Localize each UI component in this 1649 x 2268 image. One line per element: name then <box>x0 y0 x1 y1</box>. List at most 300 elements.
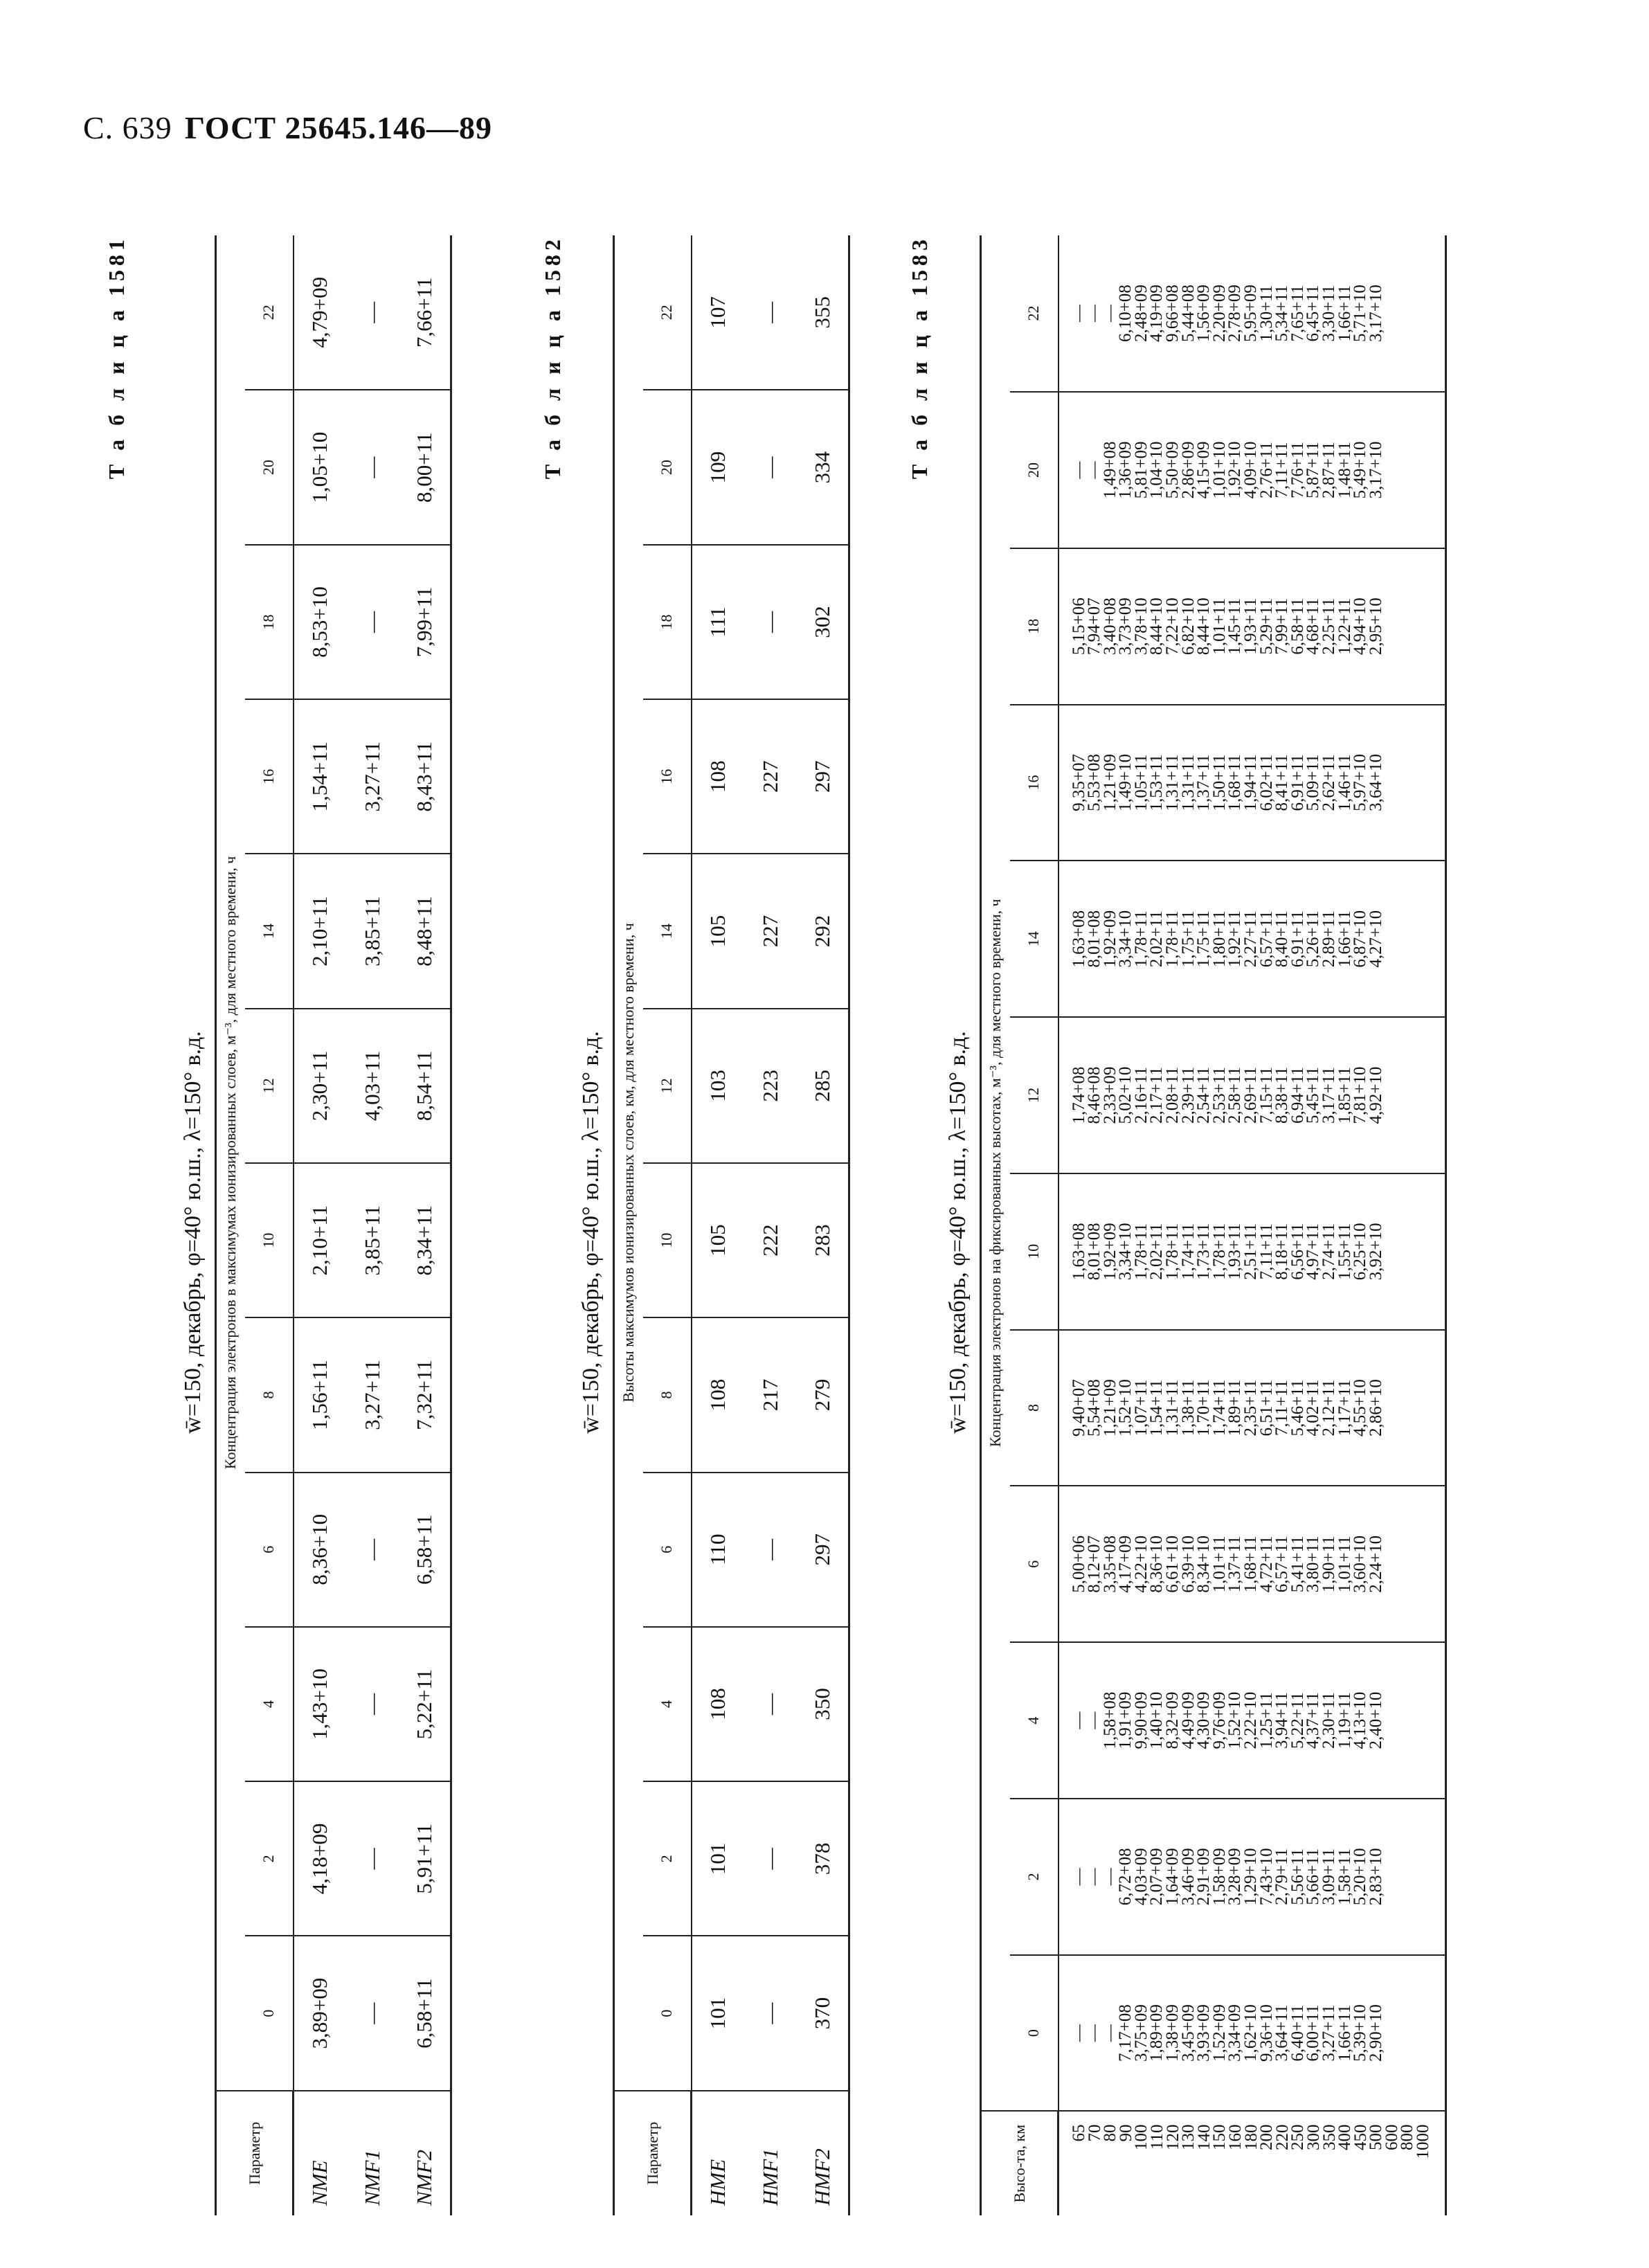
hour-head: 16 <box>643 699 692 854</box>
height-value: 600 <box>1382 2124 1401 2150</box>
value-cell: 2,17+11 <box>1147 1067 1166 1124</box>
value-cell: 5,46+11 <box>1288 1379 1307 1437</box>
value-cell: 1,48+11 <box>1335 441 1354 498</box>
value-cell <box>1384 1018 1400 1173</box>
value-cell: 5,81+09 <box>1131 441 1151 499</box>
value-cell: 7,11+11 <box>1272 1380 1292 1437</box>
value-cell: 9,66+08 <box>1163 285 1182 342</box>
value-cell: 1,22+11 <box>1335 597 1354 655</box>
value-cell: 297 <box>797 699 849 854</box>
value-cell: 1,74+11 <box>1178 1223 1198 1280</box>
height-value: 100 <box>1132 2124 1151 2150</box>
value-cell: 1,78+11 <box>1131 910 1151 968</box>
value-cell: 1,17+11 <box>1335 1379 1354 1437</box>
value-cell: 3,35+08 <box>1100 1535 1119 1593</box>
value-cell <box>1416 861 1432 1016</box>
value-cell: 4,92+10 <box>1366 1066 1385 1124</box>
hour-head: 16 <box>1010 705 1058 861</box>
value-cell: 6,40+11 <box>1288 2004 1307 2062</box>
value-cell: 1,37+11 <box>1225 1536 1245 1593</box>
value-cell: — <box>1069 461 1088 479</box>
value-cell: 2,12+11 <box>1319 1379 1338 1437</box>
value-cell: 1,64+09 <box>1163 1848 1182 1906</box>
value-cell: 2,91+09 <box>1194 1848 1214 1906</box>
value-cell <box>1400 393 1416 548</box>
value-cell: 7,32+11 <box>399 1317 451 1472</box>
value-cell: 3,27+11 <box>346 699 399 854</box>
hour-head: 14 <box>245 854 294 1008</box>
value-cell: 2,10+11 <box>294 854 346 1008</box>
value-cell: 8,44+10 <box>1194 597 1214 656</box>
value-cell: 1,38+11 <box>1178 1379 1198 1437</box>
hour-head: 8 <box>1010 1330 1058 1486</box>
value-cell <box>1384 1799 1400 1954</box>
value-cell: 2,22+10 <box>1241 1691 1261 1749</box>
value-cell: 334 <box>797 390 849 545</box>
value-cell: 1,54+11 <box>1147 1379 1166 1437</box>
param-name: NMF2 <box>411 2150 436 2206</box>
value-cell: 5,44+08 <box>1178 285 1198 342</box>
value-cell: 8,36+10 <box>294 1473 346 1627</box>
value-cell: 1,21+09 <box>1100 754 1119 811</box>
value-cell: — <box>346 1627 399 1781</box>
value-cell: 1,45+11 <box>1225 597 1245 655</box>
value-cell: 6,10+08 <box>1116 285 1135 342</box>
value-cell: — <box>1085 461 1104 479</box>
value-cell: 1,74+08 <box>1069 1066 1088 1124</box>
value-cell: 3,40+08 <box>1100 597 1119 656</box>
value-cell: 1,78+11 <box>1163 910 1182 968</box>
value-cell: 8,01+08 <box>1085 910 1104 968</box>
value-cell: 1,01+11 <box>1209 1536 1229 1593</box>
value-cell <box>1400 235 1416 391</box>
value-cell: 1,43+10 <box>294 1627 346 1781</box>
value-cell: 1,94+11 <box>1241 754 1261 811</box>
value-cell: 7,99+11 <box>399 545 451 699</box>
value-cell <box>1384 1174 1400 1329</box>
value-cell: 6,51+11 <box>1256 1379 1276 1437</box>
value-cell: 1,52+09 <box>1209 2004 1229 2062</box>
value-cell: 9,35+07 <box>1069 754 1088 811</box>
value-cell: 4,49+09 <box>1178 1691 1198 1749</box>
hour-head: 2 <box>1010 1799 1058 1955</box>
value-cell: 5,34+11 <box>1272 285 1292 342</box>
value-cell: 6,91+11 <box>1288 910 1307 968</box>
value-cell: 2,76+11 <box>1256 441 1276 498</box>
value-cell: 2,10+11 <box>294 1163 346 1317</box>
value-cell: 4,37+11 <box>1304 1692 1323 1749</box>
value-cell: 2,51+11 <box>1241 1223 1261 1280</box>
value-cell: 2,79+11 <box>1272 1848 1292 1905</box>
hour-head: 2 <box>245 1781 294 1936</box>
value-cell: 1,01+11 <box>1209 597 1229 655</box>
value-cell: 108 <box>692 699 744 854</box>
height-value: 200 <box>1257 2124 1277 2150</box>
height-column <box>1058 2111 1446 2215</box>
value-cell: 8,46+08 <box>1085 1066 1104 1124</box>
value-cell: 285 <box>797 1009 849 1163</box>
height-value: 70 <box>1085 2124 1104 2142</box>
value-cell: 4,94+10 <box>1351 597 1370 656</box>
value-cell <box>1400 549 1416 704</box>
value-column <box>1058 1642 1446 1799</box>
table-row <box>744 235 797 2215</box>
value-cell: 8,12+07 <box>1085 1535 1104 1593</box>
value-cell: — <box>1069 305 1088 323</box>
value-cell: 3,85+11 <box>346 854 399 1008</box>
hour-head: 12 <box>245 1009 294 1163</box>
value-cell: 5,00+06 <box>1069 1535 1088 1593</box>
value-cell: 1,40+10 <box>1147 1691 1166 1749</box>
value-cell: — <box>744 1473 797 1627</box>
value-cell: 111 <box>692 545 744 699</box>
value-column <box>1058 861 1446 1017</box>
value-cell: 6,58+11 <box>399 1936 451 2090</box>
value-cell: — <box>744 1936 797 2090</box>
value-cell: 5,53+08 <box>1085 754 1104 811</box>
value-cell: 1,19+11 <box>1335 1692 1354 1749</box>
value-cell: 3,28+09 <box>1225 1848 1245 1906</box>
value-cell <box>1416 1643 1432 1798</box>
value-cell: 3,34+10 <box>1116 910 1135 968</box>
value-cell <box>1384 1643 1400 1798</box>
value-cell: 3,80+11 <box>1304 1536 1323 1593</box>
value-cell: 1,05+11 <box>1131 754 1151 811</box>
param-name: HMF2 <box>809 2148 834 2206</box>
value-cell: — <box>1085 1711 1104 1729</box>
value-cell: — <box>1085 2024 1104 2042</box>
value-cell: 5,66+11 <box>1304 1848 1323 1905</box>
group-head: Концентрация электронов в максимумах ионизированных слоев, м⁻³, для местного времени, ч <box>216 235 245 2091</box>
value-cell: 297 <box>797 1473 849 1627</box>
value-cell: 2,08+11 <box>1163 1067 1182 1124</box>
height-value: 130 <box>1179 2124 1198 2150</box>
value-cell: 1,63+08 <box>1069 910 1088 968</box>
value-cell: 3,85+11 <box>346 1163 399 1317</box>
value-cell <box>1384 1331 1400 1486</box>
value-cell: 3,17+11 <box>1319 1067 1338 1124</box>
value-cell <box>1400 1956 1416 2111</box>
value-cell: 227 <box>744 699 797 854</box>
value-cell: 1,58+08 <box>1100 1691 1119 1749</box>
value-cell: 3,46+09 <box>1178 1848 1198 1906</box>
value-cell: 8,00+11 <box>399 390 451 545</box>
value-cell: 5,26+11 <box>1304 910 1323 968</box>
value-cell: 3,64+10 <box>1366 754 1385 811</box>
height-value: 350 <box>1319 2124 1339 2150</box>
value-cell: 1,68+11 <box>1241 1536 1261 1593</box>
value-cell: 1,04+10 <box>1147 441 1166 499</box>
value-cell: 217 <box>744 1317 797 1472</box>
value-cell: 7,43+10 <box>1256 1848 1276 1906</box>
value-cell: 1,62+10 <box>1241 2004 1261 2062</box>
value-column <box>1058 1173 1446 1330</box>
value-cell: 1,75+11 <box>1178 910 1198 968</box>
value-cell: 6,61+10 <box>1163 1535 1182 1593</box>
value-cell <box>1416 393 1432 548</box>
hour-head: 0 <box>245 1936 294 2090</box>
value-cell <box>1384 235 1400 391</box>
value-cell: 8,40+11 <box>1272 910 1292 968</box>
value-cell: — <box>346 1781 399 1936</box>
value-cell: 1,52+10 <box>1116 1379 1135 1437</box>
value-cell <box>1400 1643 1416 1798</box>
value-cell: 1,66+11 <box>1335 2004 1354 2062</box>
value-cell <box>1400 1331 1416 1486</box>
value-cell: 1,56+11 <box>294 1317 346 1472</box>
value-cell: — <box>346 390 399 545</box>
value-cell: 1,70+11 <box>1194 1379 1214 1437</box>
value-cell: 2,74+11 <box>1319 1223 1338 1280</box>
value-cell: 4,03+11 <box>346 1009 399 1163</box>
value-cell: 3,78+10 <box>1131 597 1151 656</box>
table-row <box>399 235 451 2215</box>
value-cell: 4,18+09 <box>294 1781 346 1936</box>
value-cell: 1,50+11 <box>1209 754 1229 811</box>
value-cell: 2,02+11 <box>1147 1223 1166 1280</box>
hour-head: 10 <box>643 1163 692 1317</box>
value-cell: 2,20+09 <box>1209 285 1229 342</box>
value-cell: 8,48+11 <box>399 854 451 1008</box>
value-cell: 9,40+07 <box>1069 1379 1088 1437</box>
value-cell: 9,76+09 <box>1209 1691 1229 1749</box>
value-cell: 5,15+06 <box>1069 597 1088 656</box>
hour-head: 16 <box>245 699 294 854</box>
hour-head: 6 <box>643 1473 692 1627</box>
value-cell: 6,58+11 <box>399 1473 451 1627</box>
value-cell: 1,54+11 <box>294 699 346 854</box>
height-value: 250 <box>1288 2124 1308 2150</box>
value-cell: 1,58+11 <box>1335 1848 1354 1905</box>
value-cell: 5,09+11 <box>1304 754 1323 811</box>
value-cell: 2,89+11 <box>1319 910 1338 968</box>
value-cell <box>1416 1799 1432 1954</box>
height-value: 80 <box>1101 2124 1120 2142</box>
value-cell: 1,53+11 <box>1147 754 1166 811</box>
value-cell: 3,73+09 <box>1116 597 1135 656</box>
value-cell: 2,86+10 <box>1366 1379 1385 1437</box>
value-cell: — <box>346 235 399 390</box>
value-cell: 1,68+11 <box>1225 754 1245 811</box>
value-cell: 7,11+11 <box>1256 1223 1276 1280</box>
group-head: Концентрация электронов на фиксированных высотах, м⁻³, для местного времени, ч <box>981 235 1010 2111</box>
value-column <box>1058 705 1446 861</box>
height-value: 500 <box>1367 2124 1386 2150</box>
value-cell: 8,18+11 <box>1272 1223 1292 1280</box>
table-1581-label: Т а б л и ц а 1581 <box>104 235 129 480</box>
param-name: HME <box>705 2159 730 2206</box>
value-cell: 3,34+10 <box>1116 1223 1135 1281</box>
value-cell <box>1416 1956 1432 2111</box>
table-1582-title: w̄=150, декабрь, φ=40° ю.ш., λ=150° в.д. <box>578 1031 604 1434</box>
value-cell: 1,30+11 <box>1256 285 1276 342</box>
value-cell: 1,25+11 <box>1256 1692 1276 1749</box>
value-cell: 223 <box>744 1009 797 1163</box>
value-column <box>1058 548 1446 705</box>
value-cell: 4,15+09 <box>1194 441 1214 499</box>
table-row <box>797 235 849 2215</box>
value-cell: 2,48+09 <box>1131 285 1151 342</box>
value-cell: 5,41+11 <box>1288 1536 1307 1593</box>
table-1582-block <box>540 235 928 2215</box>
value-cell: 1,78+11 <box>1209 1223 1229 1280</box>
value-cell: 6,02+11 <box>1256 754 1276 811</box>
value-cell: 5,91+11 <box>399 1781 451 1936</box>
value-column <box>1058 392 1446 548</box>
value-cell <box>1400 1174 1416 1329</box>
height-value: 65 <box>1070 2124 1088 2142</box>
height-value: 300 <box>1304 2124 1323 2150</box>
value-cell <box>1416 1331 1432 1486</box>
value-cell: — <box>1069 2024 1088 2042</box>
value-cell: 2,78+09 <box>1225 285 1245 342</box>
value-cell: 8,41+11 <box>1272 754 1292 811</box>
value-cell: 4,55+10 <box>1351 1379 1370 1437</box>
value-cell: 9,36+10 <box>1256 2004 1276 2062</box>
value-cell <box>1416 549 1432 704</box>
value-cell: 227 <box>744 854 797 1008</box>
value-cell: 107 <box>692 235 744 390</box>
value-cell: 5,95+09 <box>1241 285 1261 342</box>
value-cell: 4,68+11 <box>1304 597 1323 655</box>
value-cell: — <box>1100 305 1119 323</box>
value-cell: 3,30+11 <box>1319 285 1338 342</box>
value-cell: 1,92+09 <box>1100 1223 1119 1281</box>
rotated-content <box>104 194 1649 2215</box>
value-cell: — <box>1085 305 1104 323</box>
value-cell: 3,64+11 <box>1272 2004 1292 2062</box>
value-cell: 2,53+11 <box>1209 1067 1229 1124</box>
value-cell: 1,90+11 <box>1319 1536 1338 1593</box>
hour-head: 0 <box>1010 1955 1058 2112</box>
hour-head: 20 <box>643 390 692 545</box>
value-cell: 2,25+11 <box>1319 597 1338 655</box>
value-cell: — <box>346 1936 399 2090</box>
value-cell: 1,85+11 <box>1335 1067 1354 1124</box>
value-cell: — <box>1100 2024 1119 2042</box>
value-cell: 1,92+09 <box>1100 910 1119 968</box>
value-cell: 6,91+11 <box>1288 754 1307 811</box>
value-cell: 2,62+11 <box>1319 754 1338 811</box>
value-cell: 2,90+10 <box>1366 2004 1385 2062</box>
height-value: 160 <box>1225 2124 1245 2150</box>
standard-code: ГОСТ 25645.146—89 <box>184 110 493 145</box>
height-head: Высо-та, км <box>981 2111 1058 2215</box>
table-1581-block <box>104 235 561 2215</box>
value-cell: 8,34+11 <box>399 1163 451 1317</box>
value-cell: 4,72+11 <box>1256 1536 1276 1593</box>
value-cell: 4,97+11 <box>1304 1223 1323 1280</box>
height-value: 180 <box>1241 2124 1261 2150</box>
value-cell: 350 <box>797 1627 849 1781</box>
hour-head: 6 <box>1010 1486 1058 1642</box>
value-cell: 1,29+10 <box>1241 1848 1261 1906</box>
value-cell: 1,31+11 <box>1163 1379 1182 1437</box>
value-cell: — <box>1069 1711 1088 1729</box>
height-value: 220 <box>1272 2124 1292 2150</box>
value-cell: 6,56+11 <box>1288 1223 1307 1280</box>
height-value: 800 <box>1398 2124 1417 2150</box>
value-cell: 2,95+10 <box>1366 597 1385 656</box>
value-cell: 7,65+11 <box>1288 285 1307 342</box>
value-cell: — <box>346 1473 399 1627</box>
value-cell: 7,15+11 <box>1256 1067 1276 1124</box>
value-cell: 1,56+09 <box>1194 285 1214 342</box>
param-name: NMF1 <box>359 2150 384 2206</box>
value-cell: 5,49+10 <box>1351 441 1370 499</box>
height-value: 150 <box>1210 2124 1229 2150</box>
value-cell: 1,01+10 <box>1209 441 1229 499</box>
value-cell: 222 <box>744 1163 797 1317</box>
value-cell <box>1416 1018 1432 1173</box>
value-cell: 2,35+11 <box>1241 1379 1261 1437</box>
param-head: Параметр <box>614 2091 692 2215</box>
value-cell <box>1416 705 1432 861</box>
height-value: 1000 <box>1414 2124 1433 2159</box>
value-cell: 5,39+10 <box>1351 2004 1370 2062</box>
param-name: NME <box>307 2160 332 2206</box>
hour-head: 14 <box>643 854 692 1008</box>
group-head: Высоты максимумов ионизированных слоев, км, для местного времени, ч <box>614 235 643 2091</box>
value-cell: 2,16+11 <box>1131 1067 1151 1124</box>
value-cell: 6,82+10 <box>1178 597 1198 656</box>
value-cell: 302 <box>797 545 849 699</box>
hour-head: 20 <box>245 390 294 545</box>
value-column <box>1058 1955 1446 2112</box>
value-cell: 1,46+11 <box>1335 754 1354 811</box>
hour-head: 22 <box>1010 235 1058 392</box>
height-value: 450 <box>1351 2124 1370 2150</box>
height-value: 120 <box>1163 2124 1182 2150</box>
value-cell: 1,38+09 <box>1163 2004 1182 2062</box>
value-cell: 1,78+11 <box>1131 1223 1151 1280</box>
value-cell: 1,55+11 <box>1335 1223 1354 1280</box>
value-cell: 2,24+10 <box>1366 1535 1385 1593</box>
value-cell: 8,54+11 <box>399 1009 451 1163</box>
value-cell: 3,92+10 <box>1366 1223 1385 1281</box>
value-cell: 110 <box>692 1473 744 1627</box>
value-cell: 2,07+09 <box>1147 1848 1166 1906</box>
hour-head: 10 <box>1010 1173 1058 1330</box>
value-cell: 1,75+11 <box>1194 910 1214 968</box>
table-row <box>294 235 346 2215</box>
value-cell: 355 <box>797 235 849 390</box>
value-cell: — <box>346 545 399 699</box>
value-cell <box>1416 1174 1432 1329</box>
value-cell: 5,56+11 <box>1288 1848 1307 1905</box>
value-cell: 8,32+09 <box>1163 1691 1182 1749</box>
value-cell: 5,29+11 <box>1256 597 1276 655</box>
hour-head: 22 <box>643 235 692 390</box>
value-cell: 5,45+11 <box>1304 1067 1323 1124</box>
value-cell: 5,50+09 <box>1163 441 1182 499</box>
value-cell: 6,57+11 <box>1272 1536 1292 1593</box>
table-1581 <box>215 235 452 2215</box>
value-cell: 6,45+11 <box>1304 285 1323 342</box>
value-cell: 105 <box>692 1163 744 1317</box>
height-value: 90 <box>1116 2124 1135 2142</box>
value-cell: 7,94+07 <box>1085 597 1104 656</box>
value-cell: 3,34+09 <box>1225 2004 1245 2062</box>
value-cell: 4,17+09 <box>1116 1535 1135 1593</box>
value-cell: 8,53+10 <box>294 545 346 699</box>
height-value: 140 <box>1194 2124 1214 2150</box>
value-cell: 1,49+10 <box>1116 754 1135 811</box>
value-cell: 1,66+11 <box>1335 910 1354 968</box>
value-cell <box>1400 705 1416 861</box>
value-cell: 2,86+09 <box>1178 441 1198 499</box>
value-cell <box>1416 235 1432 391</box>
